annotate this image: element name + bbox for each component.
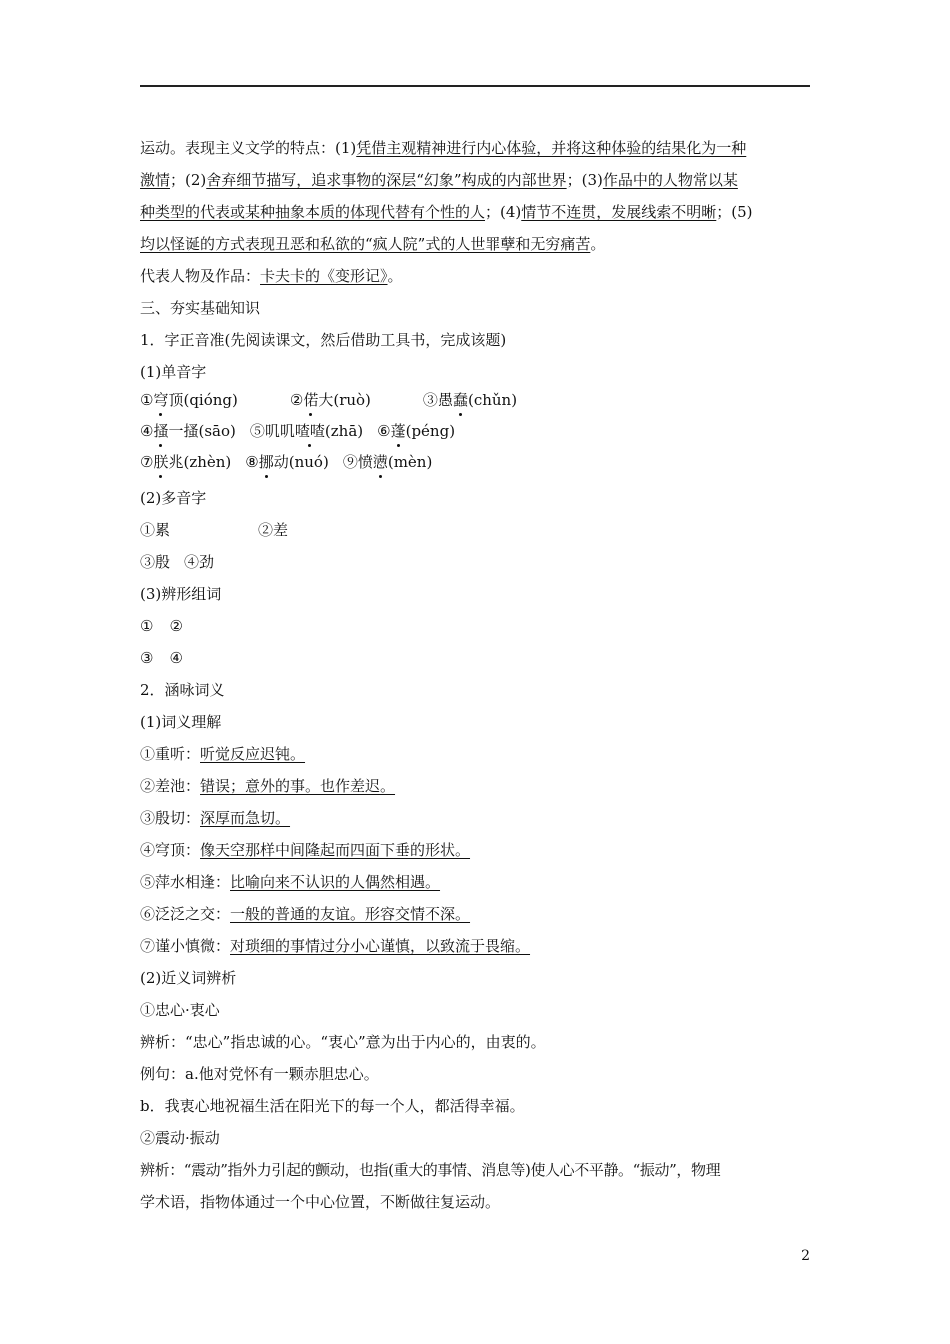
definition: 深厚而急切。 — [200, 809, 291, 827]
shape-row-2 — [140, 648, 183, 668]
text: 。 — [387, 267, 403, 285]
synonym-pair-1: ①忠心·衷心 — [140, 1001, 220, 1019]
text: ①累 — [140, 521, 171, 539]
meaning-item — [140, 776, 395, 796]
text: 叽叽 — [264, 422, 295, 440]
page-number: 2 — [801, 1248, 810, 1264]
item-number: ② — [289, 391, 304, 409]
dotted-char: 蠢 — [452, 391, 468, 409]
text: ②差 — [258, 521, 289, 539]
term: ③殷切： — [140, 809, 201, 827]
text: 愤 — [357, 453, 373, 471]
text: ④劲 — [184, 553, 215, 571]
text: 愚 — [437, 391, 453, 409]
question-1: 1．字正音准(先阅读课文，然后借助工具书，完成该题) — [140, 331, 507, 349]
text: (mèn) — [387, 453, 433, 471]
question-2: 2．涵咏词义 — [140, 681, 225, 699]
answer-text: 种类型的代表或某种抽象本质的体现代替有个性的人 — [140, 203, 486, 221]
shape-row-1 — [140, 616, 183, 636]
text: ② — [169, 617, 183, 635]
subheading-shape: (3)辨形组词 — [140, 585, 222, 603]
answer-text: 卡夫卡的《变形记》 — [260, 267, 388, 285]
answer-text: 情节不连贯，发展线索不明晰 — [521, 203, 717, 221]
item-number: ⑨ — [342, 453, 358, 471]
header-rule — [140, 85, 810, 87]
dotted-char: 搔 — [153, 422, 169, 440]
text: 代表人物及作品： — [140, 267, 261, 285]
analysis-1: 辨析：“忠心”指忠诚的心。“衷心”意为出于内心的，由衷的。 — [140, 1033, 546, 1051]
analysis-2-line2: 学术语，指物体通过一个中心位置，不断做往复运动。 — [140, 1193, 501, 1211]
meaning-item — [140, 936, 530, 956]
section-heading: 三、夯实基础知识 — [140, 299, 261, 317]
answer-text: 作品中的人物常以某 — [602, 171, 738, 189]
dotted-char: 蓬 — [390, 422, 406, 440]
answer-text: 凭借主观精神进行内心体验，并将这种体验的结果化为一种 — [356, 139, 747, 157]
term: ⑥泛泛之交： — [140, 905, 231, 923]
representative-line — [140, 266, 403, 286]
item-number: ④ — [140, 422, 154, 440]
subheading-single: (1)单音字 — [140, 363, 207, 381]
item-number: ① — [140, 391, 154, 409]
item-number: ⑥ — [377, 422, 391, 440]
text: ；(2) — [170, 171, 207, 189]
term: ④穹顶： — [140, 841, 201, 859]
subheading-meaning: (1)词义理解 — [140, 713, 222, 731]
text: 顶(qióng) — [168, 391, 238, 409]
synonym-pair-2: ②震动·振动 — [140, 1129, 220, 1147]
text: 兆(zhèn) — [168, 453, 232, 471]
text: 。 — [590, 235, 606, 253]
text: 一搔(sāo) — [168, 422, 236, 440]
item-number: ⑤ — [249, 422, 265, 440]
definition: 错误；意外的事。也作差迟。 — [200, 777, 396, 795]
subheading-synonyms: (2)近义词辨析 — [140, 969, 237, 987]
meaning-item — [140, 808, 290, 828]
definition: 像天空那样中间隆起而四面下垂的形状。 — [200, 841, 471, 859]
single-row-3 — [140, 452, 432, 472]
meaning-item — [140, 840, 470, 860]
dotted-char: 懑 — [372, 453, 388, 471]
meaning-item — [140, 744, 305, 764]
text: 大(ruò) — [318, 391, 371, 409]
text: 动(nuó) — [273, 453, 329, 471]
text: ① — [140, 617, 154, 635]
text: 运动。表现主义文学的特点：(1) — [140, 139, 357, 157]
analysis-2-line1: 辨析：“震动”指外力引起的颤动，也指(重大的事情、消息等)使人心不平静。“振动”，物理 — [140, 1161, 721, 1179]
answer-text: 舍弃细节描写，追求事物的深层“幻象”构成的内部世界 — [206, 171, 567, 189]
definition: 比喻向来不认识的人偶然相遇。 — [230, 873, 441, 891]
dotted-char: 偌 — [303, 391, 319, 409]
single-row-2 — [140, 421, 455, 441]
definition: 一般的普通的友谊。形容交情不深。 — [230, 905, 471, 923]
term: ②差池： — [140, 777, 201, 795]
term: ⑦谨小慎微： — [140, 937, 231, 955]
dotted-char: 穹 — [153, 391, 169, 409]
text: ；(5) — [716, 203, 753, 221]
text: (péng) — [405, 422, 456, 440]
term: ①重听： — [140, 745, 201, 763]
text: ③殷 — [140, 553, 171, 571]
text: (chǔn) — [467, 391, 518, 409]
para1-line1 — [140, 138, 746, 158]
example-1b: b．我衷心地祝福生活在阳光下的每一个人，都活得幸福。 — [140, 1097, 525, 1115]
text: ；(4) — [485, 203, 522, 221]
multi-row-1 — [140, 520, 288, 540]
meaning-item — [140, 872, 440, 892]
example-1a: 例句：a.他对党怀有一颗赤胆忠心。 — [140, 1065, 379, 1083]
definition: 对琐细的事情过分小心谨慎，以致流于畏缩。 — [230, 937, 531, 955]
answer-text: 激情 — [140, 171, 171, 189]
item-number: ⑦ — [140, 453, 154, 471]
item-number: ⑧ — [245, 453, 259, 471]
dotted-char: 喳喳 — [294, 422, 325, 440]
text: (zhā) — [324, 422, 364, 440]
dotted-char: 朕 — [153, 453, 169, 471]
para1-line4 — [140, 234, 605, 254]
dotted-char: 挪 — [258, 453, 274, 471]
meaning-item — [140, 904, 470, 924]
text: ；(3) — [566, 171, 603, 189]
para1-line3 — [140, 202, 753, 222]
definition: 听觉反应迟钝。 — [200, 745, 306, 763]
multi-row-2 — [140, 552, 214, 572]
para1-line2 — [140, 170, 738, 190]
subheading-multi: (2)多音字 — [140, 489, 207, 507]
answer-text: 均以怪诞的方式表现丑恶和私欲的“疯人院”式的人世罪孽和无穷痛苦 — [140, 235, 591, 253]
term: ⑤萍水相逢： — [140, 873, 231, 891]
single-row-1 — [140, 390, 517, 410]
text: ③ — [140, 649, 154, 667]
item-number: ③ — [422, 391, 438, 409]
text: ④ — [169, 649, 183, 667]
